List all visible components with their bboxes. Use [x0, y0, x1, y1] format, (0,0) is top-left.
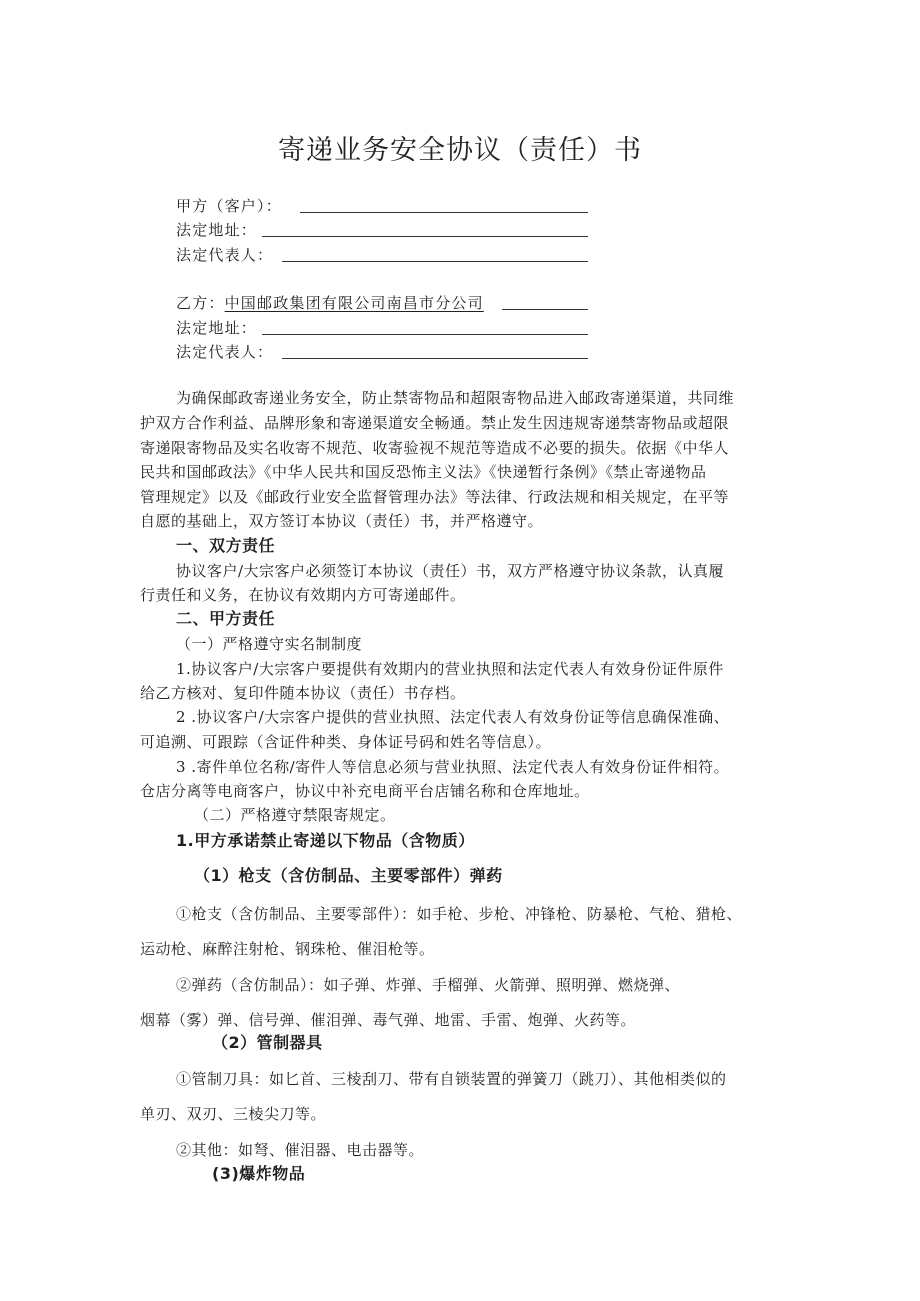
intro-line: 管理规定》以及《邮政行业安全监督管理办法》等法律、行政法规和相关规定，在平等 — [140, 488, 730, 506]
category1-a-line: 运动枪、麻醉注射枪、钢珠枪、催泪枪等。 — [140, 940, 435, 958]
party-b-label: 乙方： — [176, 294, 225, 312]
intro-line: 寄递限寄物品及实名收寄不规范、收寄验视不规范等造成不必要的损失。依据《中华人 — [140, 439, 730, 457]
section1-heading: 一、双方责任 — [176, 536, 276, 555]
section1-line: 协议客户/大宗客户必须签订本协议（责任）书，双方严格遵守协议条款，认真履 — [176, 562, 725, 580]
party-b-rep-label: 法定代表人： — [176, 343, 274, 361]
party-b-name-trailing-line — [502, 309, 588, 310]
item3-line: 仓店分离等电商客户，协议中补充电商平台店铺名称和仓库地址。 — [140, 782, 590, 800]
party-a-customer-field[interactable] — [300, 212, 588, 213]
category2-heading: （2）管制器具 — [212, 1033, 323, 1052]
intro-line: 自愿的基础上，双方签订本协议（责任）书，并严格遵守。 — [140, 512, 544, 530]
section1-line: 行责任和义务，在协议有效期内方可寄递邮件。 — [140, 586, 466, 604]
category3-heading: (3)爆炸物品 — [212, 1164, 306, 1183]
category2-a-line: 单刃、双刃、三棱尖刀等。 — [140, 1105, 327, 1123]
party-a-address-field[interactable] — [262, 236, 588, 237]
party-a-customer-label: 甲方（客户）： — [176, 197, 282, 215]
party-b-label-row — [176, 293, 484, 313]
party-b-address-label: 法定地址： — [176, 319, 258, 337]
item1-line: 给乙方核对、复印件随本协议（责任）书存档。 — [140, 684, 466, 702]
subsection-realname: （一）严格遵守实名制制度 — [176, 635, 363, 653]
party-a-address-label: 法定地址： — [176, 221, 258, 239]
item2-line: 2 .协议客户/大宗客户提供的营业执照、法定代表人有效身份证等信息确保准确、 — [176, 708, 730, 726]
party-b-address-field[interactable] — [262, 334, 588, 335]
party-b-rep-field[interactable] — [282, 358, 588, 359]
item1-line: 1.协议客户/大宗客户要提供有效期内的营业执照和法定代表人有效身份证件原件 — [176, 660, 724, 678]
category1-b-line: 烟幕（雾）弹、信号弹、催泪弹、毒气弹、地雷、手雷、炮弹、火药等。 — [140, 1011, 637, 1029]
intro-line: 为确保邮政寄递业务安全，防止禁寄物品和超限寄物品进入邮政寄递渠道，共同维 — [176, 389, 735, 407]
category1-b-line: ②弹药（含仿制品）：如子弹、炸弹、手榴弹、火箭弹、照明弹、燃烧弹、 — [176, 976, 681, 994]
intro-line: 民共和国邮政法》《中华人民共和国反恐怖主义法》《快递暂行条例》《禁止寄递物品 — [140, 463, 707, 481]
category2-a-line: ①管制刀具：如匕首、三棱刮刀、带有自锁装置的弹簧刀（跳刀）、其他相类似的 — [176, 1070, 727, 1088]
item2-line: 可追溯、可跟踪（含证件种类、身体证号码和姓名等信息）。 — [140, 733, 552, 751]
party-a-rep-field[interactable] — [282, 261, 588, 262]
party-b-name: 中国邮政集团有限公司南昌市分公司 — [224, 294, 484, 312]
intro-line: 护双方合作利益、品牌形象和寄递渠道安全畅通。禁止发生因违规寄递禁寄物品或超限 — [140, 414, 730, 432]
category2-b-line: ②其他：如弩、催泪器、电击器等。 — [176, 1141, 425, 1159]
category1-a-line: ①枪支（含仿制品、主要零部件）：如手枪、步枪、冲锋枪、防暴枪、气枪、猎枪、 — [176, 905, 743, 923]
subsection-prohibited: （二）严格遵守禁限寄规定。 — [194, 806, 396, 824]
section2-heading: 二、甲方责任 — [176, 609, 276, 628]
party-a-rep-label: 法定代表人： — [176, 246, 274, 264]
prohibit-heading: 1.甲方承诺禁止寄递以下物品（含物质） — [176, 831, 475, 850]
page-title: 寄递业务安全协议（责任）书 — [278, 135, 642, 166]
item3-line: 3 .寄件单位名称/寄件人等信息必须与营业执照、法定代表人有效身份证件相符。 — [176, 758, 730, 776]
category1-heading: （1）枪支（含仿制品、主要零部件）弹药 — [194, 866, 503, 885]
